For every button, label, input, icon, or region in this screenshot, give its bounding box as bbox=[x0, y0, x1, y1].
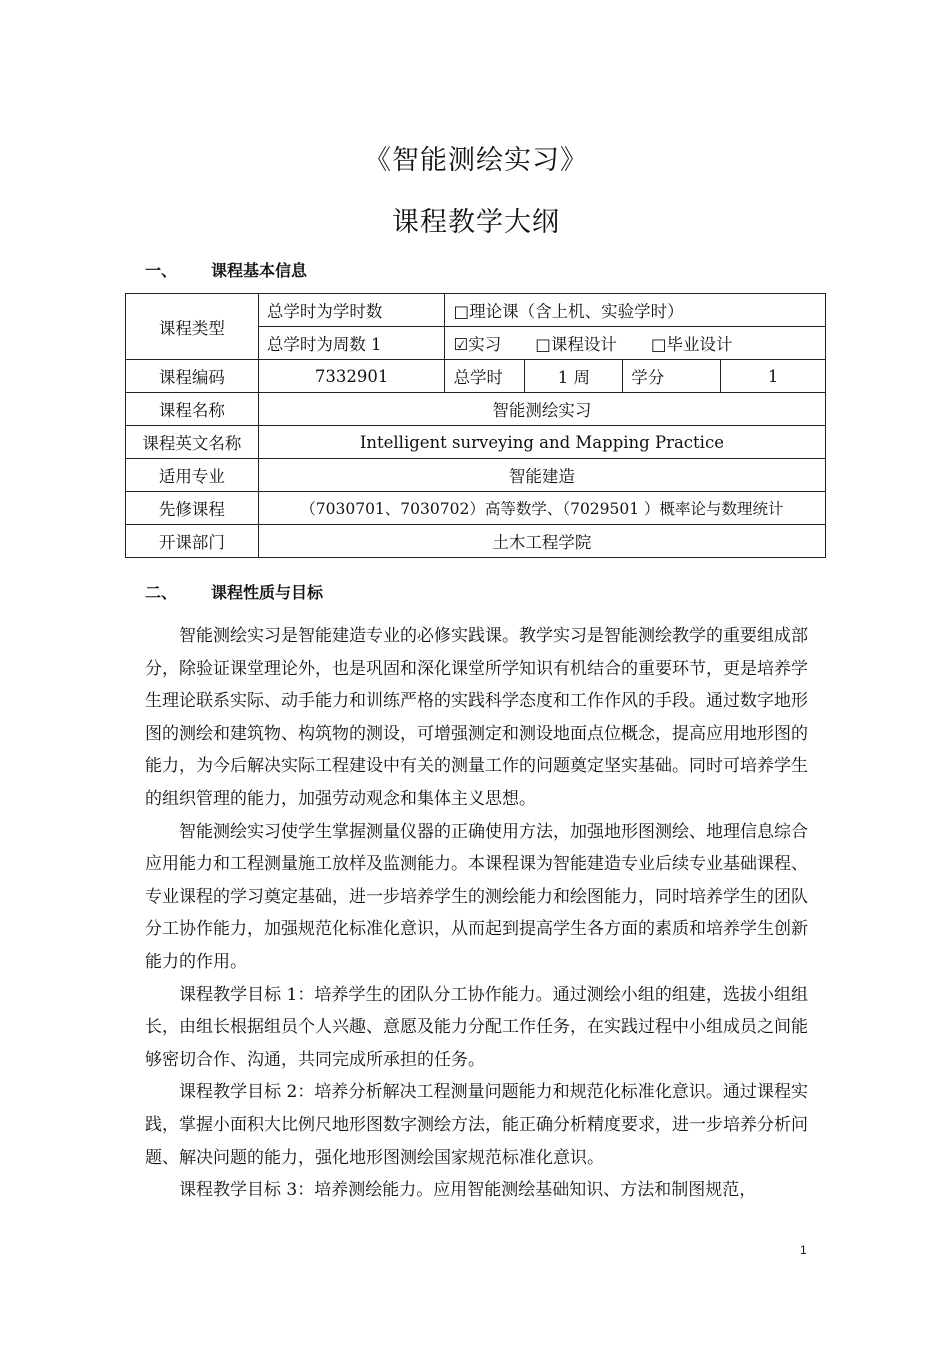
page-number: 1 bbox=[800, 1243, 807, 1257]
table-row bbox=[126, 294, 826, 327]
paragraph: 课程教学目标 1：培养学生的团队分工协作能力。通过测绘小组的组建，选拔小组组长，由组长根据组员个人兴趣、意愿及能力分配工作任务，在实践过程中小组成员之间能够密切合作、沟通，共同完成所承担的任务。 bbox=[145, 984, 808, 1070]
practice-checkbox: ☑实习 bbox=[453, 335, 502, 354]
theory-option: □理论课（含上机、实验学时） bbox=[445, 294, 826, 327]
credit-label: 学分 bbox=[623, 360, 721, 393]
section-title: 课程基本信息 bbox=[211, 261, 308, 280]
practice-options bbox=[445, 327, 826, 360]
major-value: 智能建造 bbox=[258, 459, 825, 492]
english-name-label: 课程英文名称 bbox=[126, 426, 259, 459]
table-row bbox=[126, 459, 826, 492]
section-body bbox=[145, 620, 808, 1207]
department-label: 开课部门 bbox=[126, 525, 259, 558]
table-row bbox=[126, 426, 826, 459]
section-title: 课程性质与目标 bbox=[211, 583, 324, 602]
credit-value: 1 bbox=[721, 360, 826, 393]
english-name-value: Intelligent surveying and Mapping Practice bbox=[258, 426, 825, 459]
section-heading-nature-goals bbox=[145, 580, 323, 603]
hours-row2-label: 总学时为周数 1 bbox=[258, 327, 445, 360]
course-name-value: 智能测绘实习 bbox=[258, 393, 825, 426]
document-title: 《智能测绘实习》 bbox=[364, 145, 588, 176]
prerequisite-value: （7030701、7030702）高等数学、（7029501 ）概率论与数理统计 bbox=[258, 492, 825, 525]
table-row bbox=[126, 393, 826, 426]
prerequisite-label: 先修课程 bbox=[126, 492, 259, 525]
paragraph: 智能测绘实习使学生掌握测量仪器的正确使用方法，加强地形图测绘、地理信息综合应用能力和工程测量施工放样及监测能力。本课程课为智能建造专业后续专业基础课程、专业课程的学习奠定基础，进一步培养学生的测绘能力和绘图能力，同时培养学生的团队分工协作能力，加强规范化标准化意识，从而起到提高学生各方面的素质和培养学生创新能力的作用。 bbox=[145, 821, 808, 972]
table-row bbox=[126, 492, 826, 525]
department-value: 土木工程学院 bbox=[258, 525, 825, 558]
course-code-label: 课程编码 bbox=[126, 360, 259, 393]
course-design-checkbox: □课程设计 bbox=[535, 335, 617, 354]
course-name-label: 课程名称 bbox=[126, 393, 259, 426]
total-hours-value: 1 周 bbox=[525, 360, 623, 393]
course-type-label: 课程类型 bbox=[126, 294, 259, 360]
graduation-design-checkbox: □毕业设计 bbox=[650, 335, 733, 354]
section-heading-basic-info bbox=[145, 258, 307, 281]
section-number: 一、 bbox=[145, 261, 178, 280]
table-row bbox=[126, 525, 826, 558]
section-number: 二、 bbox=[145, 583, 178, 602]
course-code-value: 7332901 bbox=[258, 360, 445, 393]
paragraph: 课程教学目标 3：培养测绘能力。应用智能测绘基础知识、方法和制图规范， bbox=[179, 1180, 757, 1201]
total-hours-label: 总学时 bbox=[445, 360, 525, 393]
major-label: 适用专业 bbox=[126, 459, 259, 492]
paragraph: 课程教学目标 2：培养分析解决工程测量问题能力和规范化标准化意识。通过课程实践，掌握小面积大比例尺地形图数字测绘方法，能正确分析精度要求，进一步培养分析问题、解决问题的能力，强化地形图测绘国家规范标准化意识。 bbox=[145, 1082, 808, 1168]
course-info-table bbox=[125, 293, 826, 558]
table-row bbox=[126, 360, 826, 393]
hours-row1-label: 总学时为学时数 bbox=[258, 294, 445, 327]
document-subtitle: 课程教学大纲 bbox=[392, 207, 560, 238]
paragraph: 智能测绘实习是智能建造专业的必修实践课。教学实习是智能测绘教学的重要组成部分，除验证课堂理论外，也是巩固和深化课堂所学知识有机结合的重要环节，更是培养学生理论联系实际、动手能力和训练严格的实践科学态度和工作作风的手段。通过数字地形图的测绘和建筑物、构筑物的测设，可增强测定和测设地面点位概念，提高应用地形图的能力，为今后解决实际工程建设中有关的测量工作的问题奠定坚实基础。同时可培养学生的组织管理的能力，加强劳动观念和集体主义思想。 bbox=[145, 626, 808, 809]
